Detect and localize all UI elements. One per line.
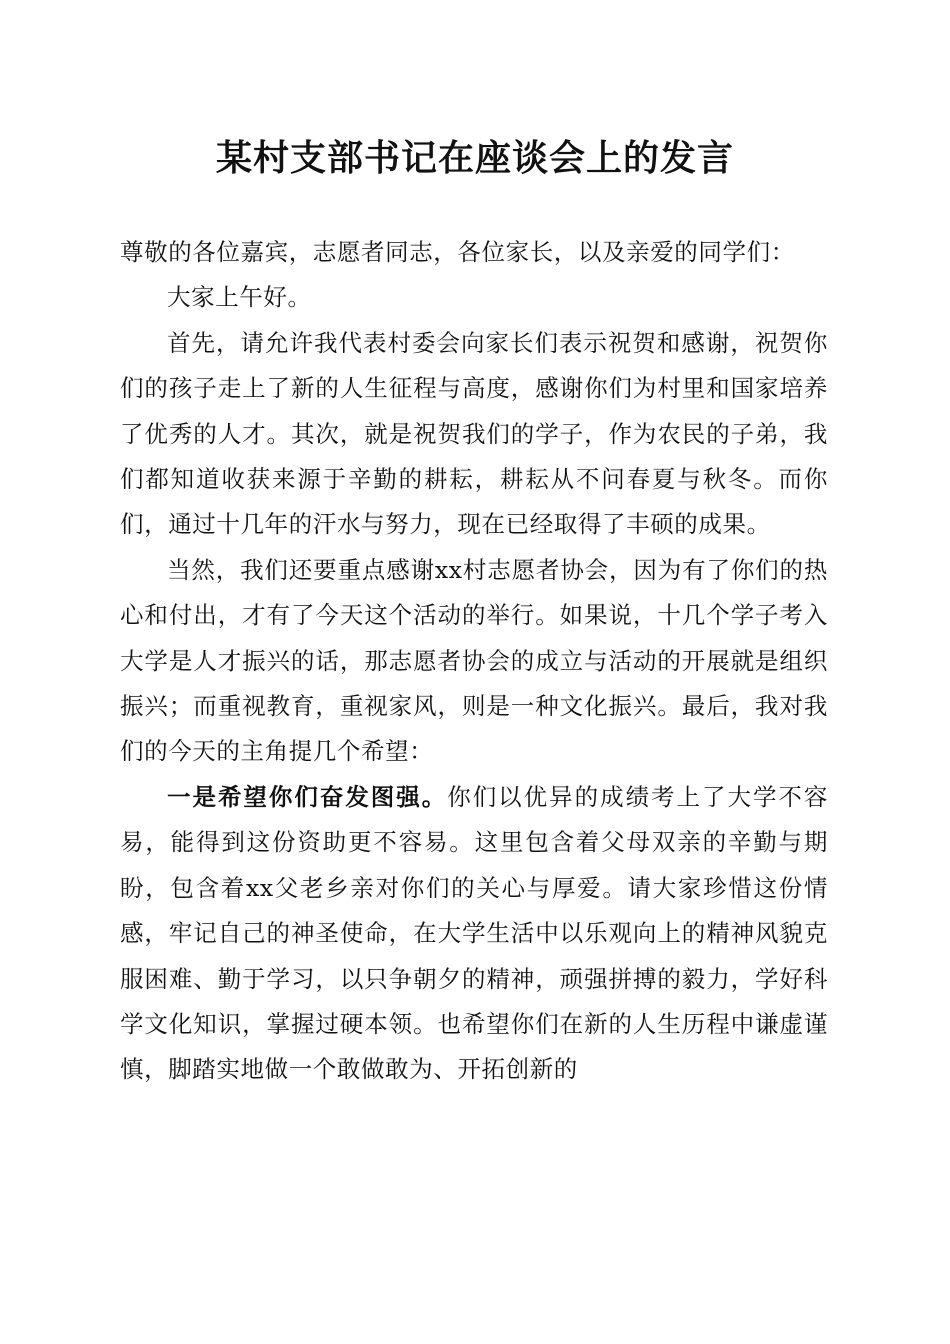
document-body xyxy=(120,230,828,1093)
greeting: 大家上午好。 xyxy=(167,283,312,312)
hope-one-text: 你们以优异的成绩考上了大学不容易，能得到这份资助更不容易。这里包含着父母双亲的辛勤与期盼，包含着xx父老乡亲对你们的关心与厚爱。请大家珍惜这份情感，牢记自己的神圣使命，在大学生活中以乐观向上的精神风貌克服困难、勤于学习，以只争朝夕的精神，顽强拼搏的毅力，学好科学文化知识，掌握过硬本领。也希望你们在新的人生历程中谦虚谨慎，脚踏实地做一个敢做敢为、开拓创新的 xyxy=(120,782,828,1084)
paragraph-volunteers: 当然，我们还要重点感谢xx村志愿者协会，因为有了你们的热心和付出，才有了今天这个活动的举行。如果说，十几个学子考入大学是人才振兴的话，那志愿者协会的成立与活动的开展就是组织振兴；而重视教育，重视家风，则是一种文化振兴。最后，我对我们的今天的主角提几个希望： xyxy=(120,555,828,766)
paragraph-hope-one xyxy=(120,775,828,1093)
salutation: 尊敬的各位嘉宾，志愿者同志，各位家长，以及亲爱的同学们： xyxy=(120,238,795,266)
hope-one-heading: 一是希望你们奋发图强。 xyxy=(167,782,448,811)
document-title: 某村支部书记在座谈会上的发言 xyxy=(215,137,734,179)
paragraph-thanks: 首先，请允许我代表村委会向家长们表示祝贺和感谢，祝贺你们的孩子走上了新的人生征程与高度，感谢你们为村里和国家培养了优秀的人才。其次，就是祝贺我们的学子，作为农民的子弟，我们都知道收获来源于辛勤的耕耘，耕耘从不问春夏与秋冬。而你们，通过十几年的汗水与努力，现在已经取得了丰硕的成果。 xyxy=(120,328,828,539)
